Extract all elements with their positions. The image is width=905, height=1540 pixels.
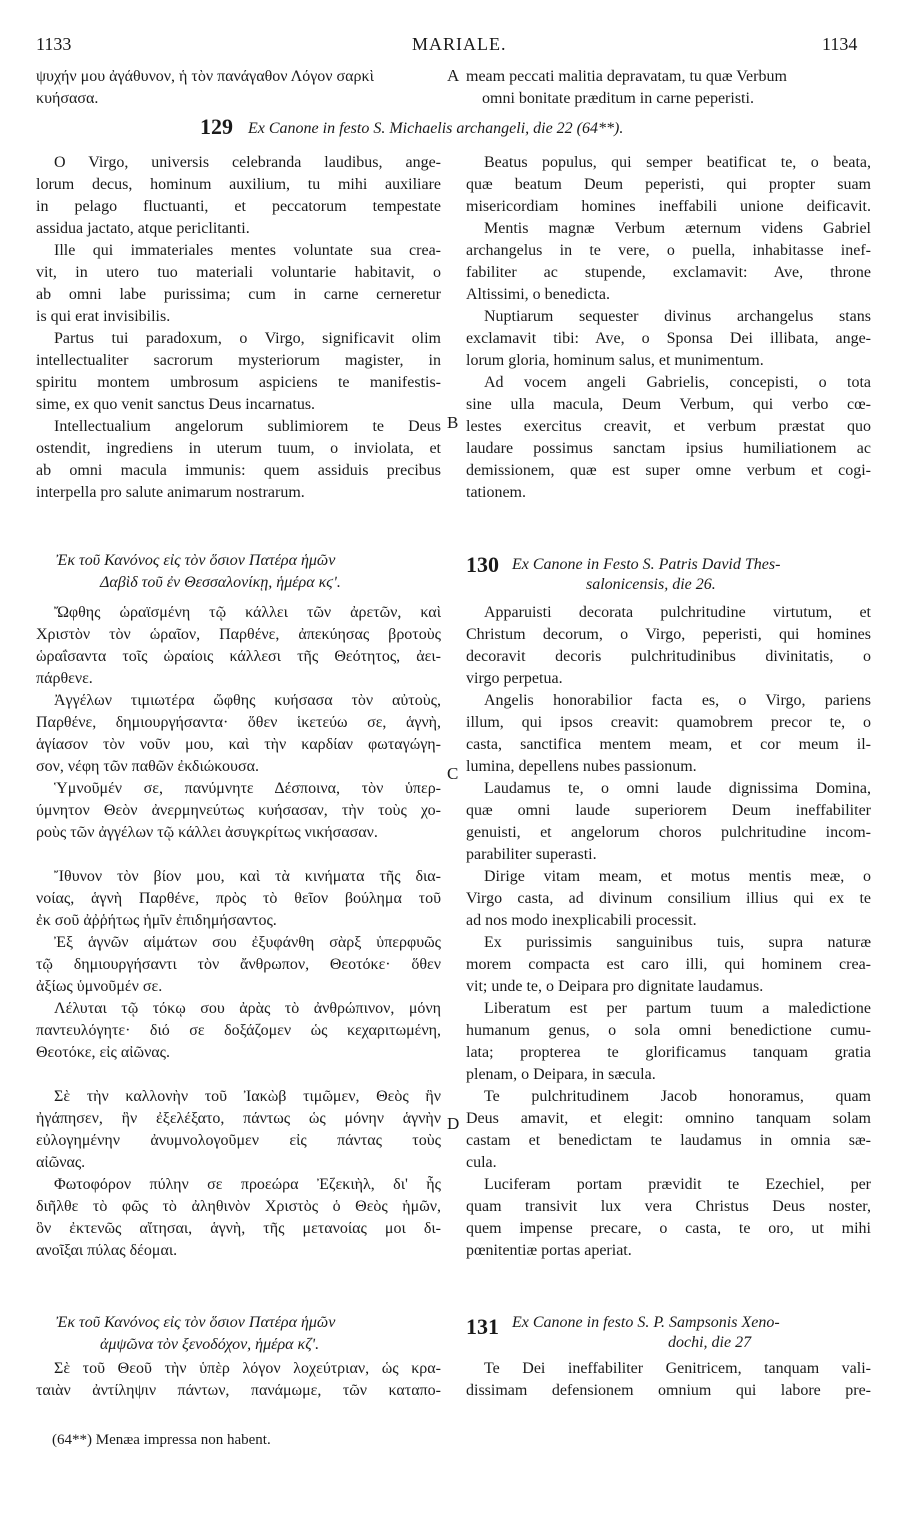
text-line: vit, in utero tuo materiali voluntarie habitavit, o	[36, 264, 441, 281]
text-line: O Virgo, universis celebranda laudibus, ange-	[54, 154, 441, 171]
latin-line: omni bonitate præditum in carne peperisti.	[482, 90, 754, 107]
section-heading-131: dochi, die 27	[668, 1334, 752, 1351]
section-number-131: 131	[466, 1314, 499, 1339]
text-line: Nuptiarum sequester divinus archangelus stans	[484, 308, 871, 325]
text-line: plenam, o Deipara, in sæcula.	[466, 1066, 656, 1083]
text-line: Dirige vitam meam, et motus mentis meæ, o	[484, 868, 871, 885]
text-line: pœnitentiæ portas aperiat.	[466, 1242, 632, 1259]
text-line: lorum gloria, hominum salus, et munimentum.	[466, 352, 764, 369]
margin-letter-c: C	[447, 764, 459, 783]
text-line: ανοῖξαι πύλας δέομαι.	[36, 1242, 178, 1259]
text-line: Luciferam portam prævidit te Ezechiel, per	[484, 1176, 871, 1193]
text-line: ἐκ σοῦ ἀῤῥήτως ἡμῖν ἐπιδημήσαντος.	[36, 912, 277, 929]
text-line: casta, sanctifica mentem meam, et cor meum il-	[466, 736, 871, 753]
text-line: Liberatum est per partum tuum a maledictione	[484, 1000, 871, 1017]
text-line: sime, ex quo venit sanctus Deus incarnatus.	[36, 396, 316, 413]
text-line: is qui erat invisibilis.	[36, 308, 171, 325]
text-line: ροὺς τῶν ἀγγέλων τῷ κάλλει ἀσυγκρίτως νικήσασαν.	[36, 824, 378, 841]
text-line: αἰῶνας.	[36, 1154, 86, 1171]
text-line: ύμνητον Θεὸν ἀνερμηνεύτως κυήσασαν, τὴν τοὺς χο-	[36, 802, 441, 819]
text-line: Te Dei ineffabiliter Genitricem, tanquam vali-	[484, 1360, 871, 1377]
text-line: quæ beatum Deum peperisti, qui propter suam	[466, 176, 871, 193]
text-line: laudare possimus sanctam ipsius humiliationem ac	[466, 440, 871, 457]
text-line: assidua jactato, atque periclitanti.	[36, 220, 250, 237]
text-line: decoravit decoris pulchritudinibus divinitatis, o	[466, 648, 871, 665]
section-heading-130: salonicensis, die 26.	[586, 576, 716, 593]
section-heading-131: Ex Canone in festo S. P. Sampsonis Xeno-	[512, 1314, 780, 1331]
text-line: quam transivit lux vera Christus Deus noster,	[466, 1198, 871, 1215]
text-line: ostendit, ingrediens in uterum tuum, o inviolata, et	[36, 440, 441, 457]
latin-paragraphs-130	[466, 602, 871, 1262]
text-line: Παρθένε, δημιουργήσαντα· ὅθεν ἱκετεύω σε, ἁγνὴ,	[36, 714, 441, 731]
text-line: vit; unde te, o Deipara pro dignitate laudamus.	[466, 978, 764, 995]
text-line: Ἀγγέλων τιμιωτέρα ὤφθης κυήσασα τὸν αὐτοὺς,	[54, 692, 441, 709]
text-line: Beatus populus, qui semper beatificat te, o beata,	[484, 154, 871, 171]
page-number-left: 1133	[36, 34, 72, 54]
text-line: Λέλυται τῷ τόκῳ σου ἀρὰς τὸ ἀνθρώπινον, μόνη	[54, 1000, 441, 1017]
text-line: σον, νέφη τῶν παθῶν ἐκδιώκουσα.	[36, 758, 259, 775]
text-line: virgo perpetua.	[466, 670, 563, 687]
text-line: tationem.	[466, 484, 526, 501]
text-line: ἠγάπησεν, ἣν ἐξελέξατο, πάντως ὡς μόνην ἁγνὴν	[36, 1110, 441, 1127]
text-line: humanum genus, o sola omni benedictione cumu-	[466, 1022, 871, 1039]
text-line: archangelus in te vere, o puella, inhabitasse inef-	[466, 242, 871, 259]
text-line: ὃν ἐκτενῶς αἴτησαι, ἁγνὴ, τῆς μετανοίας μοι δι-	[36, 1220, 441, 1237]
text-line: ἁγίασον τὸν νοῦν μου, καὶ τὴν καρδίαν φωταγώγη-	[36, 736, 441, 753]
greek-paragraphs	[36, 602, 441, 1262]
text-line: genuisti, et angelorum choros pulchritudine incom-	[466, 824, 871, 841]
latin-line: meam peccati malitia depravatam, tu quæ Verbum	[466, 68, 787, 85]
text-line: spiritu montem umbrosum aspiciens te manifestis-	[36, 374, 441, 391]
footnote: (64**) Menæa impressa non habent.	[52, 1432, 271, 1448]
text-line: Angelis honorabilior facta es, o Virgo, pariens	[484, 692, 871, 709]
text-line: lata; propterea te glorificamus tanquam gratia	[466, 1044, 871, 1061]
text-line: parabiliter superasti.	[466, 846, 597, 863]
text-line: ab omni labe purissima; cum in carne cerneretur	[36, 286, 441, 303]
text-line: Σὲ τὴν καλλονὴν τοῦ Ἰακὼβ τιμῶμεν, Θεὸς ἣν	[54, 1088, 441, 1105]
greek-heading: ἀμψῶνα τὸν ξενοδόχον, ἡμέρα κζʹ.	[100, 1336, 320, 1353]
text-line: παντευλόγητε· διό σε δοξάζομεν ὡς κεχαριτωμένη,	[36, 1022, 441, 1039]
text-line: ταιὰν ἀντίληψιν πάντων, πανάμωμε, τῶν καταπο-	[36, 1382, 441, 1399]
text-line: Christum decorum, o Virgo, peperisti, qui homines	[466, 626, 871, 643]
text-line: lumina, depellens nubes passionum.	[466, 758, 697, 775]
text-line: Mentis magnæ Verbum æternum videns Gabriel	[484, 220, 871, 237]
text-line: quem impense precare, o casta, te oro, ut mihi	[466, 1220, 871, 1237]
text-line: Altissimi, o benedicta.	[466, 286, 610, 303]
running-title: MARIALE.	[412, 34, 507, 54]
text-line: quæ omni laude superiorem Deum ineffabiliter	[466, 802, 871, 819]
text-line: Φωτοφόρον πύλην σε προεώρα Ἐζεκιὴλ, δι' ἧς	[54, 1176, 441, 1193]
greek-heading: Δαβὶδ τοῦ ἐν Θεσσαλονίκῃ, ἡμέρα κϛʹ.	[100, 574, 341, 591]
section-number-129: 129	[200, 114, 233, 139]
text-line: ad nos modo inexplicabili processit.	[466, 912, 697, 929]
section-heading-130: Ex Canone in Festo S. Patris David Thes-	[512, 556, 781, 573]
text-line: Te pulchritudinem Jacob honoramus, quam	[484, 1088, 871, 1105]
text-line: Intellectualium angelorum sublimiorem te Deus	[54, 418, 441, 435]
text-line: Ille qui immateriales mentes voluntate sua crea-	[54, 242, 441, 259]
text-line: Laudamus te, o omni laude dignissima Domina,	[484, 780, 871, 797]
text-line: Θεοτόκε, εἰς αἰῶνας.	[36, 1044, 171, 1061]
text-line: castam et benedictam te laudamus in omnia sæ-	[466, 1132, 871, 1149]
greek-heading: Ἐκ τοῦ Κανόνος εἰς τὸν ὅσιον Πατέρα ἡμῶν	[56, 1314, 336, 1331]
text-line: exclamavit tibi: Ave, o Sponsa Dei illibata, ange-	[466, 330, 871, 347]
text-line: εὐλογημένην ἀνυμνολογοῦμεν εἰς πάντας τοὺς	[36, 1132, 441, 1149]
text-line: illum, qui ipsos creavit: quamobrem precor te, o	[466, 714, 871, 731]
text-line: Partus tui paradoxum, o Virgo, significavit olim	[54, 330, 441, 347]
text-line: Σὲ τοῦ Θεοῦ τὴν ὑπὲρ λόγον λοχεύτριαν, ὡς κρα-	[54, 1360, 441, 1377]
text-line: sine ulla macula, Deum Verbum, qui verbo cœ-	[466, 396, 871, 413]
margin-letter-b: B	[447, 413, 459, 432]
section-heading-129: Ex Canone in festo S. Michaelis archangeli, die 22 (64**).	[248, 120, 624, 137]
text-line: intellectualiter sacrorum mysteriorum magister, in	[36, 352, 441, 369]
text-line: ὡραΐσαντα τοῖς ὡραίοις κάλλεσι τῆς Θεότητος, ἀει-	[36, 648, 441, 665]
text-line: Ὑμνοῦμέν σε, πανύμνητε Δέσποινα, τὸν ὑπερ-	[54, 780, 441, 797]
margin-letter-d: D	[447, 1114, 460, 1133]
text-line: νοίας, ἁγνὴ Παρθένε, πρὸς τὸ θεῖον βούλημα τοῦ	[36, 890, 441, 907]
text-line: dissimam defensionem omnium qui labore pre-	[466, 1382, 871, 1399]
text-line: lorum decus, hominum auxilium, tu mihi auxiliare	[36, 176, 441, 193]
section-number-130: 130	[466, 552, 499, 577]
text-line: in pelago fluctuanti, et peccatorum tempestate	[36, 198, 441, 215]
text-line: Χριστὸν τὸν ὡραῖον, Παρθένε, ἀπεκύησας βροτοὺς	[36, 626, 441, 643]
text-line: Ὤφθης ὡραϊσμένη τῷ κάλλει τῶν ἀρετῶν, καὶ	[54, 604, 441, 621]
text-line: morem compacta est caro illi, qui hominem crea-	[466, 956, 871, 973]
text-line: Ἴθυνον τὸν βίον μου, καὶ τὰ κινήματα τῆς δια-	[54, 868, 441, 885]
text-line: interpella pro salute animarum nostrarum.	[36, 484, 305, 501]
text-line: Deus amavit, et elegit: omnino tanquam solam	[466, 1110, 871, 1127]
text-line: cula.	[466, 1154, 497, 1171]
greek-line: κυήσασα.	[36, 90, 99, 107]
text-line: lestes exercitus creavit, et verbum præstat quo	[466, 418, 871, 435]
text-line: Ex purissimis sanguinibus tuis, supra naturæ	[484, 934, 871, 951]
text-line: πάρθενε.	[36, 670, 93, 687]
text-line: ab omni macula immunis: quem assiduis precibus	[36, 462, 441, 479]
text-line: fabiliter ac stupende, exclamavit: Ave, throne	[466, 264, 871, 281]
greek-heading: Ἐκ τοῦ Κανόνος εἰς τὸν ὅσιον Πατέρα ἡμῶν	[56, 552, 336, 569]
margin-letter-a: A	[447, 66, 460, 85]
latin-paragraphs-right	[466, 152, 871, 504]
page-number-right: 1134	[822, 34, 858, 54]
text-line: Ἐξ ἁγνῶν αἱμάτων σου ἐξυφάνθη σὰρξ ὑπερφυῶς	[54, 934, 441, 951]
greek-line: ψυχήν μου ἀγάθυνον, ἡ τὸν πανάγαθον Λόγον σαρκὶ	[36, 68, 374, 85]
text-line: τῷ δημιουργήσαντι τὸν ἄνθρωπον, Θεοτόκε· ὅθεν	[36, 956, 441, 973]
text-line: misericordiam homines ineffabili unione deificavit.	[466, 198, 871, 215]
text-line: διῆλθε τὸ φῶς τὸ ἀληθινὸν Χριστὸς ὁ Θεὸς ἡμῶν,	[36, 1198, 441, 1215]
text-line: Virgo casta, ad divinum consilium illius qui ex te	[466, 890, 871, 907]
text-line: Ad vocem angeli Gabrielis, concepisti, o tota	[484, 374, 871, 391]
text-line: Apparuisti decorata pulchritudine virtutum, et	[484, 604, 871, 621]
latin-paragraphs-left	[36, 152, 441, 504]
text-line: demissionem, quæ est super omne verbum et cogi-	[466, 462, 871, 479]
text-line: ἀξίως ὑμνοῦμέν σε.	[36, 978, 163, 995]
